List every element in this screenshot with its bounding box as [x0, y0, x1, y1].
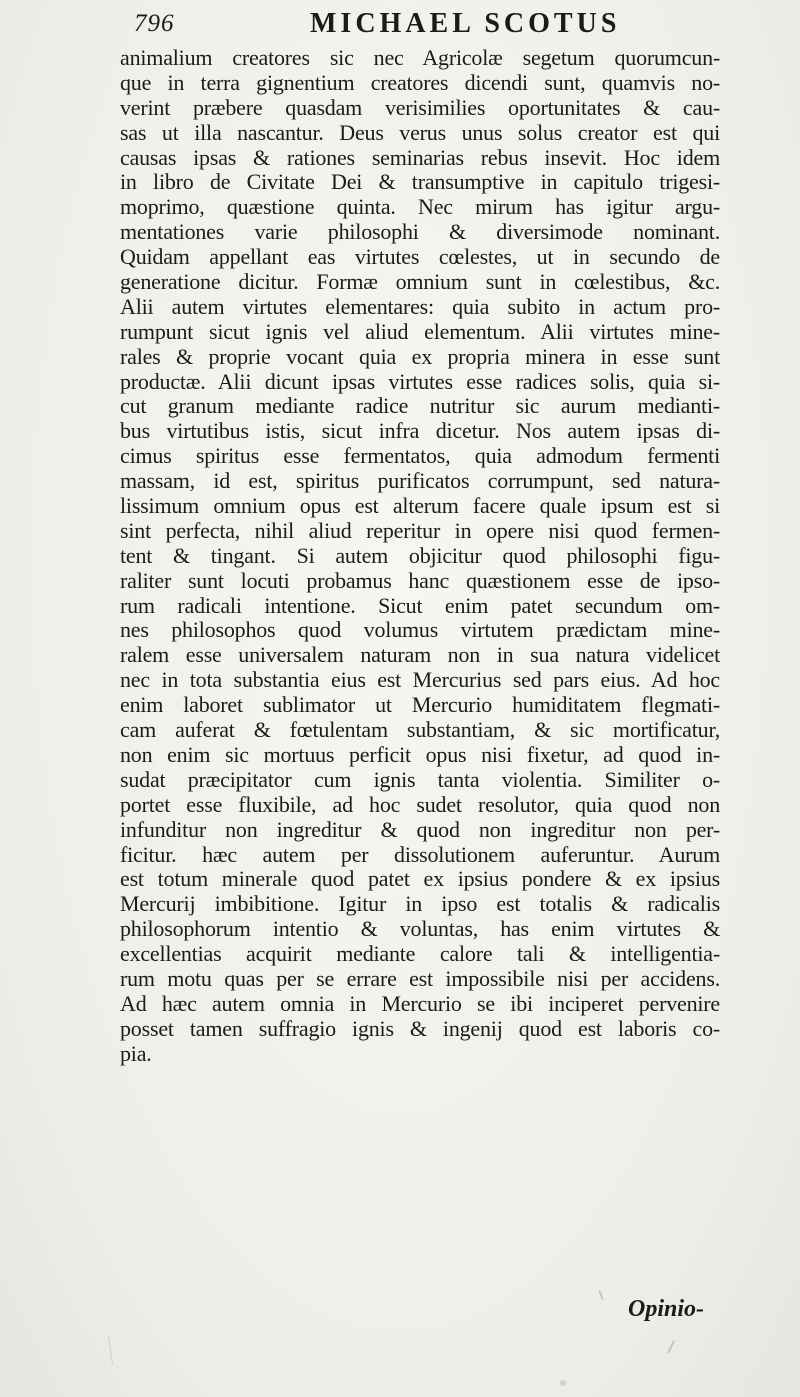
text-line: in libro de Civitate Dei & transumptive in capitulo trigesi- — [120, 170, 720, 195]
text-line: nec in tota substantia eius est Mercurius sed pars eius. Ad hoc — [120, 668, 720, 693]
paper-blemish — [108, 1335, 113, 1365]
text-line: cut granum mediante radice nutritur sic aurum medianti- — [120, 394, 720, 419]
text-line: enim laboret sublimator ut Mercurio humiditatem flegmati- — [120, 693, 720, 718]
text-line: causas ipsas & rationes seminarias rebus insevit. Hoc idem — [120, 145, 720, 170]
text-line: sas ut illa nascantur. Deus verus unus solus creator est qui — [120, 120, 720, 145]
text-line: verint præbere quasdam verisimilies oportunitates & cau- — [120, 95, 720, 120]
text-line: rum motu quas per se errare est impossibile nisi per accidens. — [120, 966, 720, 991]
text-line: Ad hæc autem omnia in Mercurio se ibi inciperet pervenire — [120, 991, 720, 1016]
text-line: sudat præcipitator cum ignis tanta violentia. Similiter o- — [120, 767, 720, 792]
text-line: philosophorum intentio & voluntas, has enim virtutes & — [120, 917, 720, 942]
text-line: ficitur. hæc autem per dissolutionem auferuntur. Aurum — [120, 842, 720, 867]
paper-blemish — [667, 1340, 675, 1354]
text-line: pia. — [120, 1041, 152, 1066]
text-line: Mercurij imbibitione. Igitur in ipso est totalis & radicalis — [120, 892, 720, 917]
text-line: bus virtutibus istis, sicut infra dicetur. Nos autem ipsas di- — [120, 419, 720, 444]
text-line: non enim sic mortuus perficit opus nisi fixetur, ad quod in- — [120, 742, 720, 767]
text-line: est totum minerale quod patet ex ipsius pondere & ex ipsius — [120, 867, 720, 892]
text-line: massam, id est, spiritus purificatos corrumpunt, sed natura- — [120, 469, 720, 494]
running-head: MICHAEL SCOTUS — [310, 8, 621, 39]
text-line: productæ. Alii dicunt ipsas virtutes esse radices solis, quia si- — [120, 369, 720, 394]
text-line: portet esse fluxibile, ad hoc sudet resolutor, quia quod non — [120, 792, 720, 817]
text-line: tent & tingant. Si autem objicitur quod philosophi figu- — [120, 543, 720, 568]
text-line: rales & proprie vocant quia ex propria minera in esse sunt — [120, 344, 720, 369]
text-line: nes philosophos quod volumus virtutem prædictam mine- — [120, 618, 720, 643]
text-line: sint perfecta, nihil aliud reperitur in opere nisi quod fermen- — [120, 518, 720, 543]
text-line: excellentias acquirit mediante calore tali & intelligentia- — [120, 942, 720, 967]
text-line: generatione dicitur. Formæ omnium sunt in cœlestibus, &c. — [120, 270, 720, 295]
text-line: que in terra gignentium creatores dicendi sunt, quamvis no- — [120, 70, 720, 95]
text-line: mentationes varie philosophi & diversimode nominant. — [120, 220, 720, 245]
paper-blemish — [598, 1290, 603, 1300]
catchword: Opinio- — [628, 1296, 705, 1322]
text-line: infunditur non ingreditur & quod non ingreditur non per- — [120, 817, 720, 842]
text-line: cimus spiritus esse fermentatos, quia admodum fermenti — [120, 444, 720, 469]
text-line: cam auferat & fœtulentam substantiam, & sic mortificatur, — [120, 718, 720, 743]
text-line: animalium creatores sic nec Agricolæ segetum quorumcun- — [120, 46, 720, 70]
paper-blemish — [560, 1380, 566, 1386]
text-line: moprimo, quæstione quinta. Nec mirum has igitur argu- — [120, 195, 720, 220]
text-line: Quidam appellant eas virtutes cœlestes, ut in secundo de — [120, 245, 720, 270]
body-text — [120, 46, 720, 1067]
text-line: Alii autem virtutes elementares: quia subito in actum pro- — [120, 294, 720, 319]
page-number: 796 — [134, 10, 175, 37]
text-line: rum radicali intentione. Sicut enim patet secundum om- — [120, 593, 720, 618]
page-header — [132, 8, 632, 48]
text-line: ralem esse universalem naturam non in sua natura videlicet — [120, 643, 720, 668]
text-line: raliter sunt locuti probamus hanc quæstionem esse de ipso- — [120, 568, 720, 593]
text-line: rumpunt sicut ignis vel aliud elementum. Alii virtutes mine- — [120, 319, 720, 344]
text-line: posset tamen suffragio ignis & ingenij quod est laboris co- — [120, 1016, 720, 1041]
text-line: lissimum omnium opus est alterum facere quale ipsum est si — [120, 494, 720, 519]
